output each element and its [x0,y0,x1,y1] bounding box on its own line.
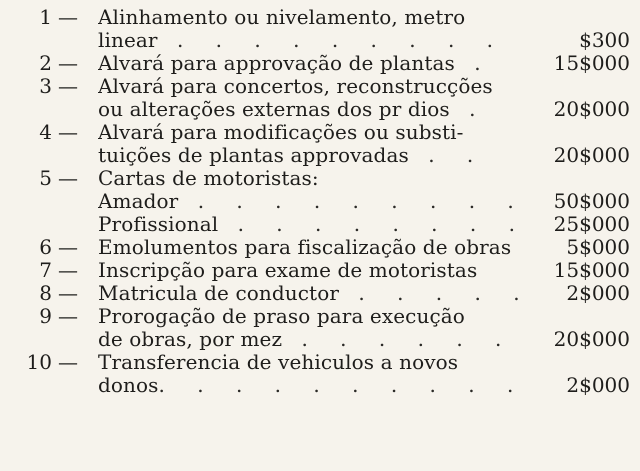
entry-text [98,374,540,397]
fee-line [12,328,630,351]
fee-line [12,98,630,121]
entry-text-content: Inscripção para exame de motoristas [98,259,478,282]
entry-number: 8 [39,281,52,305]
fee-line [12,305,630,328]
entry-text [98,121,540,144]
entry-number: 1 [39,5,52,29]
leader-dots: . [449,98,489,121]
entry-dash: — [58,281,78,305]
leader-dots: . . . . . . . . . [157,29,507,52]
entry-price: 2$000 [566,373,630,397]
entry-dash: — [58,235,78,259]
entry-number: 2 [39,51,52,75]
entry-text-content: Matricula de conductor [98,282,339,305]
entry-text-content: Alvará para concertos, reconstrucções [98,75,493,98]
entry-text-content: Emolumentos para fiscalização de obras [98,236,512,259]
entry-number: 9 [39,304,52,328]
entry-price: 50$000 [553,189,630,213]
entry-text-content: Profissional [98,213,219,236]
entry-price: 25$000 [553,212,630,236]
entry-price: 20$000 [553,97,630,121]
fee-line [12,167,630,190]
entry-dash: — [58,350,78,374]
fee-line [12,75,630,98]
fee-line [12,52,630,75]
entry-dash: — [58,120,78,144]
entry-price: 5$000 [566,235,630,259]
leader-dots: . . . . . . [282,328,515,351]
entry-number: 4 [39,120,52,144]
entry-dash: — [58,166,78,190]
entry-text [98,98,540,121]
fee-line [12,282,630,305]
entry-dash: — [58,74,78,98]
fee-entry [12,236,630,259]
leader-dots: . . . . . . . . . . [158,374,527,397]
entry-text [98,305,540,328]
entry-text-content: de obras, por mez [98,328,283,351]
entry-text [98,282,540,305]
entry-text-content: Alvará para approvação de plantas [98,52,455,75]
fee-entry [12,52,630,75]
fee-entry [12,305,630,351]
fee-line [12,6,630,29]
entry-text [98,351,540,374]
entry-price: 2$000 [566,281,630,305]
fee-entry [12,6,630,52]
entry-dash: — [58,5,78,29]
leader-dots: . . . . . . . . . [178,190,527,213]
fee-line [12,29,630,52]
fee-line [12,121,630,144]
fee-list [12,6,630,397]
entry-number: 7 [39,258,52,282]
entry-number: 6 [39,235,52,259]
fee-line [12,259,630,282]
entry-price: 15$000 [553,258,630,282]
entry-text [98,190,540,213]
leader-dots: . . . . . [339,282,533,305]
fee-line [12,351,630,374]
entry-text-content: Cartas de motoristas: [98,167,319,190]
entry-text [98,236,540,259]
entry-text [98,328,540,351]
entry-dash: — [58,51,78,75]
entry-text-content: Transferencia de vehiculos a novos [98,351,459,374]
entry-number: 5 [39,166,52,190]
entry-price: $300 [579,28,630,52]
entry-text [98,167,540,190]
fee-entry [12,351,630,397]
entry-text-content: ou alterações externas dos pr dios [98,98,450,121]
entry-number: 10 [26,350,52,374]
entry-price: 15$000 [553,51,630,75]
fee-entry [12,121,630,167]
leader-dots: . . . . . . . . [218,213,528,236]
entry-text [98,75,540,98]
entry-text [98,213,540,236]
entry-price: 20$000 [553,143,630,167]
entry-dash: — [58,304,78,328]
entry-text-content: linear [98,29,158,52]
fee-entry [12,75,630,121]
fee-entry [12,167,630,236]
entry-text-content: Alvará para modificações ou substi- [98,121,464,144]
fee-entry [12,282,630,305]
leader-dots: . . [408,144,487,167]
fee-line [12,190,630,213]
entry-text [98,52,540,75]
entry-text [98,259,540,282]
entry-dash: — [58,258,78,282]
entry-number: 3 [39,74,52,98]
leader-dots: . [454,52,494,75]
fee-line [12,236,630,259]
fee-line [12,213,630,236]
entry-text-content: Alinhamento ou nivelamento, metro [98,6,466,29]
fee-line [12,144,630,167]
entry-text-content: donos [98,374,159,397]
entry-text [98,144,540,167]
entry-text-content: tuições de plantas approvadas [98,144,409,167]
fee-line [12,374,630,397]
entry-text-content: Amador [98,190,179,213]
entry-text [98,6,540,29]
entry-text [98,29,540,52]
fee-entry [12,259,630,282]
entry-price: 20$000 [553,327,630,351]
entry-text-content: Prorogação de praso para execução [98,305,465,328]
